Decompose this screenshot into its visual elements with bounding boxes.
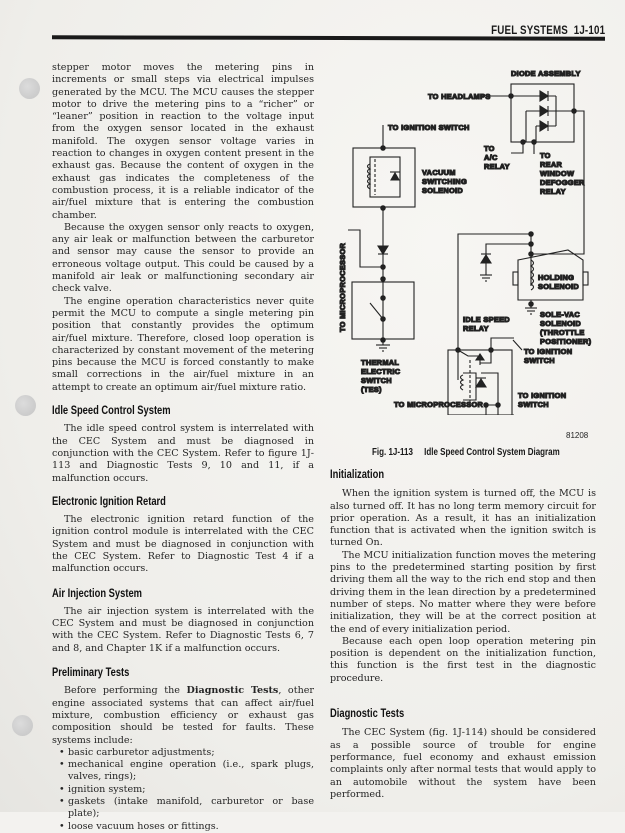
label-vacuum-1: VACUUM: [422, 168, 456, 177]
paragraph: The engine operation characteristics never quite permit the MCU to compute a single metering pin position that constantly provides the optimum air/fuel mixture. Therefore, closed loop operation is characterized by constant movement of the metering pins because the MCU is forced constantly to make small corrections in the air/fuel mixture in an attempt to create an optimum air/fuel mixture ratio.: [52, 295, 314, 393]
heading-diagnostic-tests: Diagnostic Tests: [330, 706, 405, 721]
label-diode-assembly: DIODE ASSEMBLY: [511, 69, 581, 78]
paragraph: The CEC System (fig. 1J-114) should be considered as a possible source of trouble for engine performance, fuel economy and exhaust emission complaints only after normal tests that would apply to an automobile without the system have been performed.: [330, 727, 596, 800]
label-sole-vac-1: SOLE-VAC: [540, 310, 581, 319]
label-sole-vac-3: (THROTTLE: [540, 328, 585, 337]
right-column: [330, 468, 596, 801]
label-idle-relay-1: IDLE SPEED: [463, 315, 510, 324]
junction-dot: [381, 146, 385, 150]
label-idle-relay-2: RELAY: [463, 324, 489, 333]
label-rear-window-3: WINDOW: [540, 169, 575, 178]
coil-icon: [461, 375, 464, 390]
heading-initialization: Initialization: [330, 467, 385, 481]
figure-number: 81208: [566, 431, 589, 440]
switch-contact: [370, 303, 383, 319]
diode-icon: [476, 379, 486, 387]
heading-idle-speed: Idle Speed Control System: [52, 403, 171, 418]
diode-icon: [378, 246, 388, 254]
label-ign-bottom-2: SWITCH: [518, 400, 549, 409]
label-ac-relay-2: A/C: [484, 153, 498, 162]
figure-caption: [372, 447, 560, 458]
label-ign-mid-1: TO IGNITION: [524, 347, 573, 356]
label-rear-window-1: TO: [540, 151, 551, 160]
label-thermal-4: (TES): [361, 385, 382, 394]
label-vacuum-2: SWITCHING: [422, 177, 467, 186]
binder-hole: [15, 395, 36, 416]
binder-hole: [19, 78, 40, 99]
diode-icon: [481, 255, 491, 263]
paragraph: When the ignition system is turned off, the MCU is also turned off. It has no long term memory circuit for prior operation. As a result, it has an initialization function that is activated when the ignition switch is turned On.: [330, 488, 596, 549]
systems-list: [52, 747, 314, 833]
label-rear-window-4: DEFOGGER: [540, 178, 585, 187]
paragraph: Because each open loop operation metering pin position is dependent on the initialization function, this function is the first test in the diagnostic procedure.: [330, 635, 596, 684]
list-item: • loose vacuum hoses or fittings.: [62, 821, 314, 833]
diode-icon: [540, 121, 548, 131]
label-ign-bottom-1: TO IGNITION: [518, 391, 567, 400]
section-title: FUEL SYSTEMS: [490, 25, 568, 37]
label-to-headlamps: TO HEADLAMPS: [428, 92, 491, 101]
heading-air-injection: Air Injection System: [52, 585, 142, 600]
diode-icon: [391, 173, 399, 180]
heading-preliminary-tests: Preliminary Tests: [52, 665, 130, 680]
paragraph: The electronic ignition retard function of the ignition control module is interrelated with the CEC System and must be diagnosed in conjunction with the CEC System. Refer to Diagnostic Test 4 if a malfunction occurs.: [52, 514, 314, 575]
paragraph: The idle speed control system is interrelated with the CEC System and must be diagnosed in conjunction with the CEC System. Refer to figure 1J-113 and Diagnostic Tests 9, 10 and 11, if a malfunction occurs.: [52, 423, 314, 484]
label-ign-mid-2: SWITCH: [524, 356, 555, 365]
label-holding-2: SOLENOID: [538, 282, 579, 291]
label-sole-vac-2: SOLENOID: [540, 319, 581, 328]
list-item: • basic carburetor adjustments;: [62, 747, 314, 759]
figure-title: Idle Speed Control System Diagram: [424, 447, 560, 458]
bold-term: Diagnostic Tests: [186, 685, 279, 697]
vacuum-switching-solenoid: [348, 125, 415, 318]
label-rear-window-2: REAR: [540, 160, 563, 169]
list-item: • mechanical engine operation (i.e., spark plugs, valves, rings);: [62, 759, 314, 784]
paragraph: The MCU initialization function moves the metering pins to the predetermined starting position by first driving them all the way to the rich end stop and then driving them in the lean direction by a predetermined number of steps. No matter where they were before initialization, they will be at the correct position at the end of every initialization period.: [330, 549, 596, 635]
junction-dot: [529, 302, 533, 306]
paragraph: [52, 685, 314, 746]
junction-dot: [381, 338, 385, 342]
label-thermal-2: ELECTRIC: [361, 367, 401, 376]
idle-speed-control-diagram: [328, 60, 613, 415]
figure-label: Fig. 1J-113: [372, 447, 413, 458]
label-ac-relay-1: TO: [484, 144, 495, 153]
junction-dot: [509, 94, 513, 98]
label-ac-relay-3: RELAY: [484, 162, 510, 171]
binder-hole: [12, 715, 33, 736]
paragraph: Because the oxygen sensor only reacts to oxygen, any air leak or malfunction between the carburetor and sensor may cause the sensor to provide an erroneous voltage output. This could be caused by a manifold air leak or malfunctioning secondary air check valve.: [52, 221, 314, 295]
label-to-microprocessor-vertical: TO MICROPROCESSOR: [338, 242, 347, 332]
left-column: [52, 62, 314, 833]
diode-icon: [540, 106, 548, 116]
paragraph: stepper motor moves the metering pins in increments or small steps via electrical impulses generated by the MCU. The MCU causes the stepper motor to drive the metering pins to a “richer” or “leaner” position in reaction to the voltage input from the oxygen sensor located in the exhaust manifold. The oxygen sensor voltage varies in reaction to changes in oxygen content present in the exhaust gas. Because the content of oxygen in the exhaust gas indicates the completeness of the combustion process, it is a reliable indicator of the air/fuel mixture that is entering the combustion chamber.: [52, 62, 314, 221]
running-header: [491, 25, 605, 37]
junction-dot: [529, 252, 533, 256]
label-thermal-3: SWITCH: [361, 376, 392, 385]
page-number: 1J-101: [573, 25, 605, 37]
label-thermal-1: THERMAL: [361, 358, 400, 367]
diode-icon: [540, 91, 548, 101]
list-item: • gaskets (intake manifold, carburetor or base plate);: [62, 796, 314, 821]
junction-dot: [381, 277, 385, 281]
label-sole-vac-4: POSITIONER): [540, 337, 592, 346]
junction-dot: [381, 296, 385, 300]
label-vacuum-3: SOLENOID: [422, 186, 463, 195]
label-to-microprocessor-bottom: TO MICROPROCESSOR: [394, 400, 484, 409]
text-run: , other engine associated systems that can affect air/fuel mixture, combustion efficiency or exhaust gas composition should be tested for faults. These systems include:: [52, 685, 315, 746]
paragraph: The air injection system is interrelated with the CEC System and must be diagnosed in conjunction with the CEC System. Refer to Diagnostic Tests 6, 7 and 8, and Chapter 1K if a malfunction occurs.: [52, 605, 314, 654]
label-holding-1: HOLDING: [538, 273, 575, 282]
text-run: Before performing the: [64, 685, 187, 697]
list-item: • ignition system;: [62, 784, 314, 796]
label-rear-window-5: RELAY: [540, 187, 566, 196]
label-to-ignition-switch: TO IGNITION SWITCH: [388, 123, 470, 132]
heading-ignition-retard: Electronic Ignition Retard: [52, 493, 166, 508]
